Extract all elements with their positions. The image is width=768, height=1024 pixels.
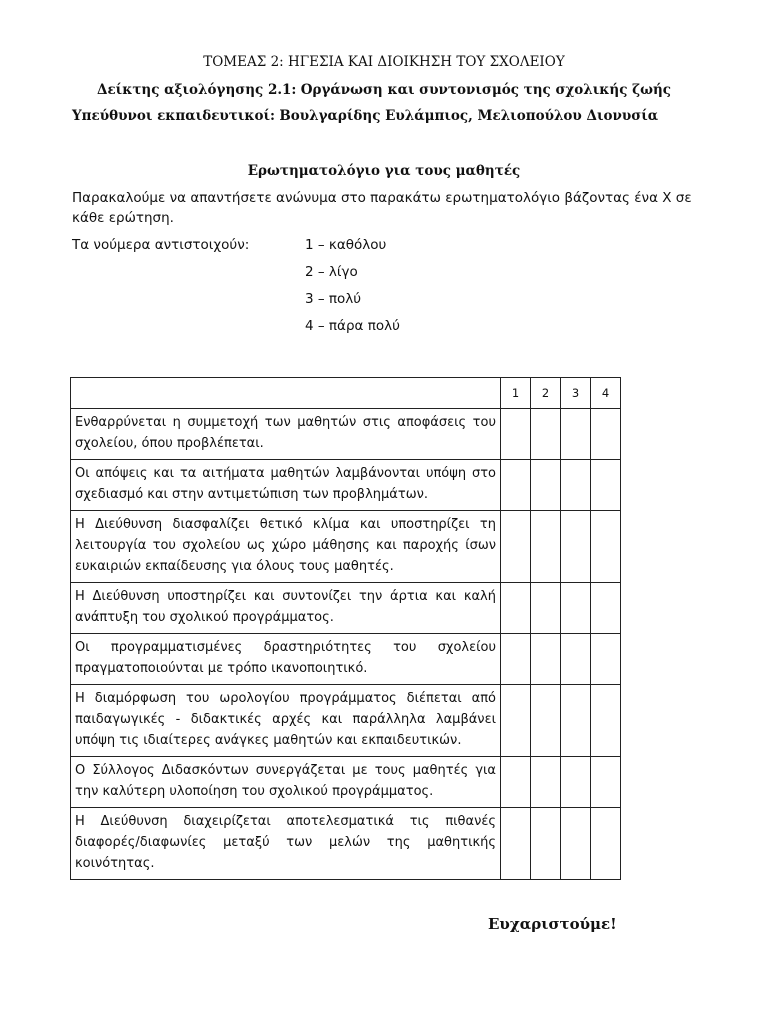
rating-cell-6-4[interactable] — [591, 685, 621, 757]
instructions-text: Παρακαλούμε να απαντήσετε ανώνυμα στο παρακάτω ερωτηματολόγιο βάζοντας ένα Χ σε κάθε ερώτηση. — [72, 190, 692, 226]
rating-cell-5-4[interactable] — [591, 634, 621, 685]
responsible-label: Υπεύθυνοι εκπαιδευτικοί: — [72, 108, 276, 124]
indicator-label: Δείκτης αξιολόγησης 2.1: — [96, 82, 297, 98]
responsible-value: Βουλγαρίδης Ευλάμπιος, Μελιοπούλου Διονυσία — [279, 108, 659, 124]
statement-6: Η διαμόρφωση του ωρολογίου προγράμματος διέπεται από παιδαγωγικές - διδακτικές αρχές και παράλληλα λαμβάνει υπόψη τις ιδιαίτερες ανάγκες μαθητών και εκπαιδευτικών. — [71, 685, 501, 757]
rating-cell-3-4[interactable] — [591, 511, 621, 583]
rating-cell-8-4[interactable] — [591, 808, 621, 880]
statement-header-cell — [71, 378, 501, 409]
rating-cell-2-1[interactable] — [501, 460, 531, 511]
rating-cell-8-2[interactable] — [531, 808, 561, 880]
table-row — [71, 757, 621, 808]
rating-cell-6-2[interactable] — [531, 685, 561, 757]
scale-header-2: 2 — [531, 378, 561, 409]
rating-cell-5-1[interactable] — [501, 634, 531, 685]
table-row — [71, 634, 621, 685]
legend-item-4: 4 – πάρα πολύ — [305, 318, 400, 334]
table-row — [71, 808, 621, 880]
rating-cell-7-3[interactable] — [561, 757, 591, 808]
rating-cell-4-2[interactable] — [531, 583, 561, 634]
table-row — [71, 583, 621, 634]
rating-cell-1-4[interactable] — [591, 409, 621, 460]
rating-cell-8-1[interactable] — [501, 808, 531, 880]
rating-cell-3-2[interactable] — [531, 511, 561, 583]
legend-item-3: 3 – πολύ — [305, 291, 362, 307]
scale-header-1: 1 — [501, 378, 531, 409]
rating-cell-6-1[interactable] — [501, 685, 531, 757]
statement-5: Οι προγραμματισμένες δραστηριότητες του σχολείου πραγματοποιούνται με τρόπο ικανοποιητικό. — [71, 634, 501, 685]
legend-item-1: 1 – καθόλου — [305, 237, 387, 253]
legend-item-2: 2 – λίγο — [305, 264, 358, 280]
closing-thanks: Ευχαριστούμε! — [488, 915, 617, 933]
statement-8: Η Διεύθυνση διαχειρίζεται αποτελεσματικά τις πιθανές διαφορές/διαφωνίες μεταξύ των μελών της μαθητικής κοινότητας. — [71, 808, 501, 880]
responsible-teachers-line — [72, 107, 712, 125]
table-row — [71, 685, 621, 757]
questionnaire-subtitle: Ερωτηματολόγιο για τους μαθητές — [247, 163, 521, 179]
rating-cell-7-1[interactable] — [501, 757, 531, 808]
rating-cell-6-3[interactable] — [561, 685, 591, 757]
rating-cell-7-4[interactable] — [591, 757, 621, 808]
statement-3: Η Διεύθυνση διασφαλίζει θετικό κλίμα και υποστηρίζει τη λειτουργία του σχολείου ως χώρο μάθησης και παροχής ίσων ευκαιριών εκπαίδευσης για όλους τους μαθητές. — [71, 511, 501, 583]
statement-1: Ενθαρρύνεται η συμμετοχή των μαθητών στις αποφάσεις του σχολείου, όπου προβλέπεται. — [71, 409, 501, 460]
rating-table — [70, 377, 621, 880]
scale-header-4: 4 — [591, 378, 621, 409]
rating-cell-2-4[interactable] — [591, 460, 621, 511]
table-header-row — [71, 378, 621, 409]
statement-7: Ο Σύλλογος Διδασκόντων συνεργάζεται με τους μαθητές για την καλύτερη υλοποίηση του σχολικού προγράμματος. — [71, 757, 501, 808]
rating-cell-1-2[interactable] — [531, 409, 561, 460]
scale-header-3: 3 — [561, 378, 591, 409]
statement-4: Η Διεύθυνση υποστηρίζει και συντονίζει την άρτια και καλή ανάπτυξη του σχολικού προγράμματος. — [71, 583, 501, 634]
table-row — [71, 409, 621, 460]
rating-cell-8-3[interactable] — [561, 808, 591, 880]
sector-title: ΤΟΜΕΑΣ 2: ΗΓΕΣΙΑ ΚΑΙ ΔΙΟΙΚΗΣΗ ΤΟΥ ΣΧΟΛΕΙΟΥ — [203, 54, 565, 70]
rating-cell-4-1[interactable] — [501, 583, 531, 634]
rating-cell-1-1[interactable] — [501, 409, 531, 460]
rating-cell-2-3[interactable] — [561, 460, 591, 511]
indicator-value: Οργάνωση και συντονισμός της σχολικής ζωής — [300, 82, 672, 98]
rating-cell-1-3[interactable] — [561, 409, 591, 460]
rating-cell-5-2[interactable] — [531, 634, 561, 685]
rating-cell-7-2[interactable] — [531, 757, 561, 808]
rating-cell-2-2[interactable] — [531, 460, 561, 511]
indicator-line — [0, 81, 768, 99]
rating-cell-4-4[interactable] — [591, 583, 621, 634]
rating-cell-3-1[interactable] — [501, 511, 531, 583]
statement-2: Οι απόψεις και τα αιτήματα μαθητών λαμβάνονται υπόψη στο σχεδιασμό και στην αντιμετώπιση των προβλημάτων. — [71, 460, 501, 511]
rating-cell-4-3[interactable] — [561, 583, 591, 634]
table-row — [71, 511, 621, 583]
table-row — [71, 460, 621, 511]
legend-label: Τα νούμερα αντιστοιχούν: — [72, 237, 250, 253]
rating-cell-3-3[interactable] — [561, 511, 591, 583]
rating-cell-5-3[interactable] — [561, 634, 591, 685]
